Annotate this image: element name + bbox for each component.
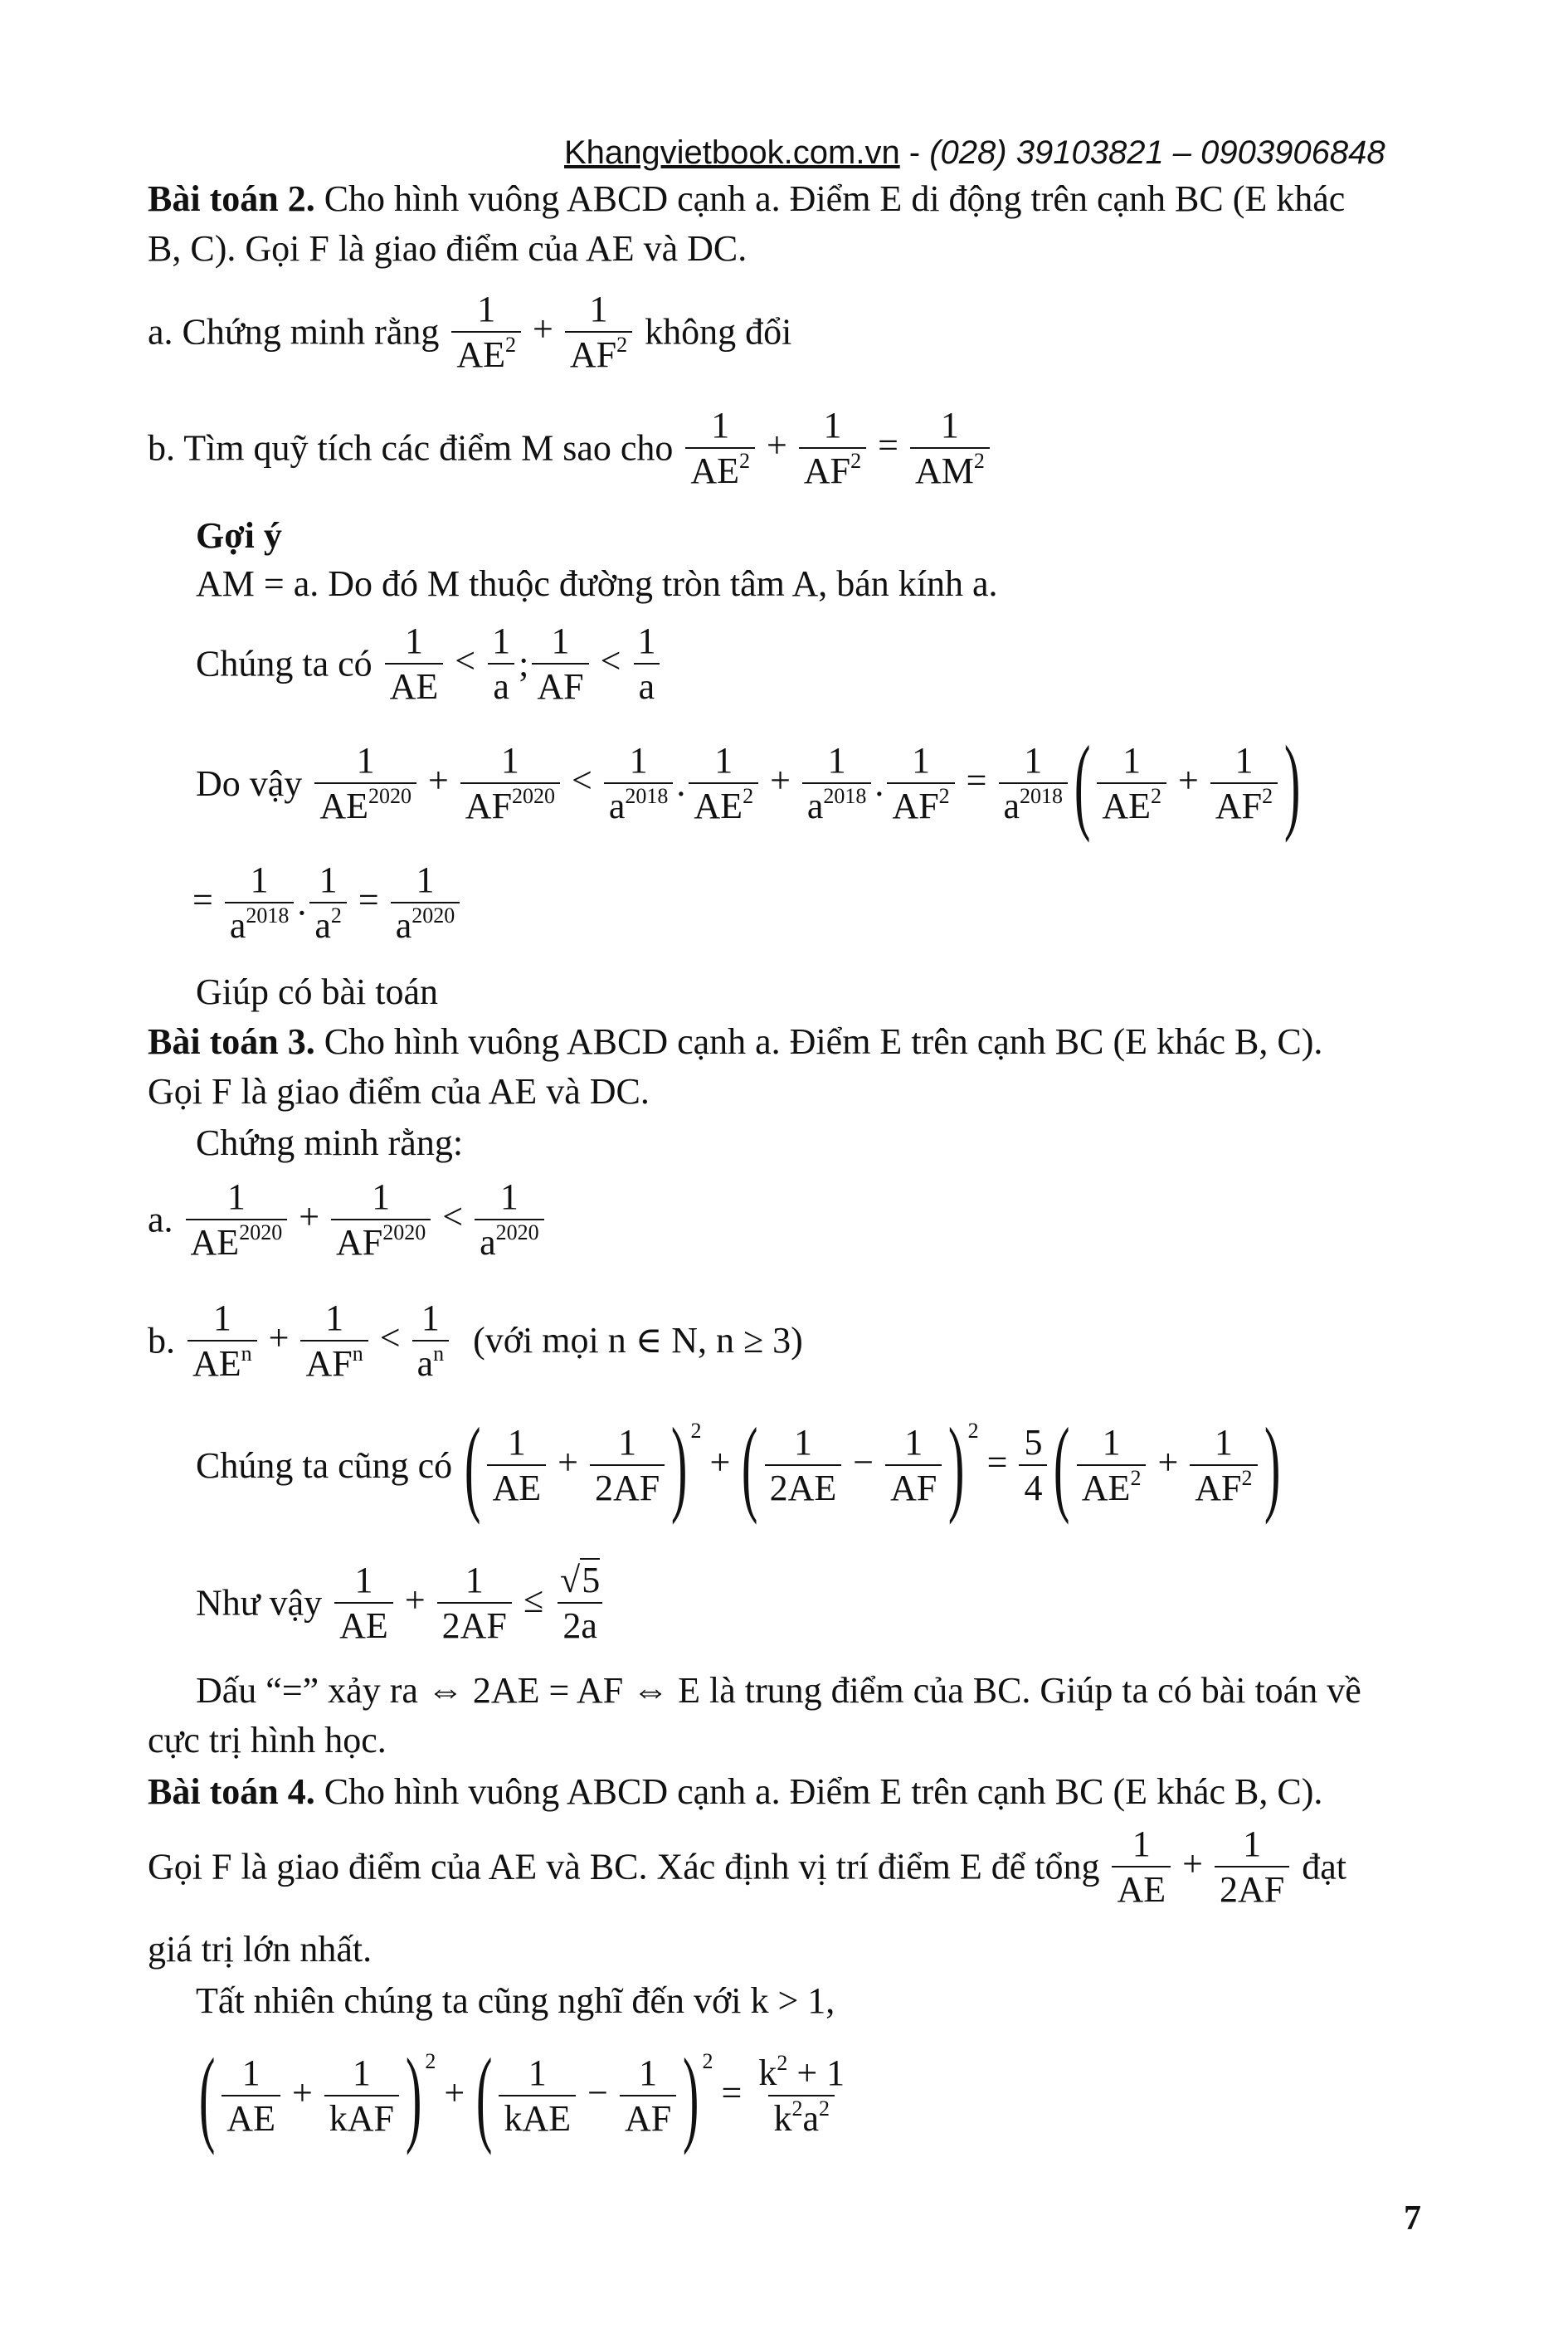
p2-line1 (148, 179, 1345, 219)
p3-b-label: b. (148, 1320, 175, 1361)
p4-text2: Gọi F là giao điểm của AE và BC. Xác định vị trí điểm E để tổng (148, 1846, 1100, 1887)
frac-af2-f: $\frac{1}{AF^2}$ (1190, 1422, 1257, 1509)
frac-2af: $\frac{1}{2AF}$ (590, 1422, 665, 1509)
frac-a2018-b: $\frac{1}{a^{2018}}$ (802, 740, 872, 827)
p3-line1 (148, 1022, 1322, 1062)
frac-a2018: $\frac{1}{a^{2018}}$ (604, 740, 674, 827)
frac-ae2-c: $\frac{1}{AE^2}$ (689, 740, 758, 827)
frac-2af-h: $\frac{1}{2AF}$ (1215, 1824, 1289, 1911)
p2-title: Bài toán 2. (148, 178, 315, 219)
p4-text1: Cho hình vuông ABCD cạnh a. Điểm E trên cạnh BC (E khác B, C). (314, 1771, 1323, 1812)
header-separator: - (899, 134, 930, 171)
p4-line3: giá trị lớn nhất. (148, 1929, 373, 1970)
frac-af2-d: $\frac{1}{AF^2}$ (1210, 740, 1278, 827)
p2-hint3: Do vậy (196, 762, 303, 804)
frac-ae2-d: $\frac{1}{AE^2}$ (1097, 740, 1166, 827)
frac-1-over-af2-b: $\frac{1}{AF^2}$ (799, 405, 866, 492)
p3-thus-line: Như vậy $\frac{1}{AE}$ + $\frac{1}{2AF}$ ≤ $\frac{√5}{2a}$ (196, 1560, 608, 1647)
p2-a-suffix: không đổi (645, 311, 792, 353)
p3-eq2: cực trị hình học. (148, 1720, 387, 1760)
p4-formula: ( $\frac{1}{AE}$ + $\frac{1}{\text{kAF}}$ ) $^2$+ ( $\frac{1}{\text{kAE}}$ − $\frac{1}{AF}$ ) $^2$= $\frac{k^2 + 1}{k^2a^2}$ (196, 2043, 853, 2150)
p3-part-a: a. $\frac{1}{AE^{2020}}$ + $\frac{1}{AF^{2020}}$ < $\frac{1}{a^{2020}}$ (148, 1176, 548, 1264)
frac-kae: $\frac{1}{\text{kAE}}$ (499, 2053, 576, 2140)
frac-af-e: $\frac{1}{AF}$ (885, 1422, 942, 1509)
frac-1-over-ae2-b: $\frac{1}{AE^2}$ (685, 405, 755, 492)
frac-ae-i: $\frac{1}{AE}$ (222, 2053, 280, 2140)
p3-also-line: Chúng ta cũng có ( $\frac{1}{AE}$ + $\frac{1}{2AF}$ ) $^2$+ ( $\frac{1}{2AE}$ − $\frac{1}{AF}$ ) $^2$= $\frac{5}{4}$ ( $\frac{1}{AE^2}$ + $\frac{1}{AF^2}$ ) (196, 1406, 1280, 1526)
p4-line2: Gọi F là giao điểm của AE và BC. Xác định vị trí điểm E để tổng $\frac{1}{AE}$ + $\frac{1}{2AF}$ đạt (148, 1824, 1346, 1910)
frac-a2020: $\frac{1}{a^{2020}}$ (391, 859, 460, 947)
frac-afn: $\frac{1}{AF^n}$ (300, 1298, 368, 1385)
p2-hint2-line: Chúng ta có $\frac{1}{AE}$ < $\frac{1}{a}$ ; $\frac{1}{AF}$ < $\frac{1}{a}$ (196, 621, 664, 708)
p3-line3: Chứng minh rằng: (196, 1122, 464, 1163)
frac-ae2-f: $\frac{1}{AE^2}$ (1077, 1422, 1147, 1509)
p4-line4: Tất nhiên chúng ta cũng nghĩ đến với k > 1, (196, 1980, 835, 2021)
frac-af-i: $\frac{1}{AF}$ (620, 2053, 676, 2140)
p3-part-b: b. $\frac{1}{AE^n}$ + $\frac{1}{AF^n}$ < $\frac{1}{a^n}$ (với mọi n ∈ N, n ≥ 3) (148, 1298, 803, 1384)
frac-af2020-b: $\frac{1}{AF^{2020}}$ (331, 1176, 431, 1264)
p3-line2: Gọi F là giao điểm của AE và DC. (148, 1071, 650, 1112)
frac-af2020: $\frac{1}{AF^{2020}}$ (460, 740, 560, 827)
frac-a2018-c: $\frac{1}{a^{2018}}$ (999, 740, 1069, 827)
frac-1-over-af: $\frac{1}{AF}$ (532, 621, 588, 708)
frac-kaf: $\frac{1}{\text{kAF}}$ (324, 2053, 399, 2140)
page-header (564, 134, 1385, 172)
frac-1-over-ae2: $\frac{1}{AE^2}$ (451, 289, 521, 376)
frac-a2018-d: $\frac{1}{a^{2018}}$ (225, 859, 295, 947)
frac-af2-c: $\frac{1}{AF^2}$ (887, 740, 954, 827)
frac-aen: $\frac{1}{AE^n}$ (187, 1298, 257, 1385)
p3-thus: Như vậy (196, 1582, 323, 1624)
p3-title: Bài toán 3. (148, 1021, 315, 1062)
p2-b-prefix: b. Tìm quỹ tích các điểm M sao cho (148, 427, 674, 469)
frac-sqrt5-over-2a: $\frac{√5}{2a}$ (555, 1560, 605, 1647)
p2-hint2: Chúng ta có (196, 643, 373, 684)
frac-1-over-af2: $\frac{1}{AF^2}$ (565, 289, 632, 376)
p2-hint3-line: Do vậy $\frac{1}{AE^{2020}}$ + $\frac{1}{AF^{2020}}$ < $\frac{1}{a^{2018}}$ . $\frac{1}{AE^2}$ + $\frac{1}{a^{2018}}$ . $\frac{1}{AF^2}$ = $\frac{1}{a^{2018}}$ ( $\frac{1}{AE^2}$ + $\frac{1}{AF^2}$ ) (196, 724, 1301, 844)
p4-line1 (148, 1772, 1322, 1812)
frac-k2plus1-over-k2a2: $\frac{k^2 + 1}{k^2a^2}$ (758, 2051, 845, 2139)
p2-hint-title: Gợi ý (196, 515, 282, 556)
p3-also: Chúng ta cũng có (196, 1444, 453, 1486)
p2-hint1: AM = a. Do đó M thuộc đường tròn tâm A, bán kính a. (196, 563, 998, 604)
frac-ae-g: $\frac{1}{AE}$ (334, 1560, 393, 1647)
header-phones: (028) 39103821 – 0903906848 (929, 134, 1385, 171)
frac-an: $\frac{1}{a^n}$ (412, 1298, 450, 1385)
frac-1-over-a-2: $\frac{1}{a}$ (632, 621, 660, 708)
frac-1-over-ae: $\frac{1}{AE}$ (385, 621, 444, 708)
p4-title: Bài toán 4. (148, 1771, 315, 1812)
frac-5-over-4: $\frac{5}{4}$ (1019, 1422, 1047, 1509)
frac-ae-e: $\frac{1}{AE}$ (487, 1422, 546, 1509)
p2-text1: Cho hình vuông ABCD cạnh a. Điểm E di động trên cạnh BC (E khác (314, 178, 1346, 219)
p2-line2: B, C). Gọi F là giao điểm của AE và DC. (148, 228, 747, 269)
p3-a-label: a. (148, 1199, 173, 1240)
p3-b-cond: (với mọi n ∈ N, n ≥ 3) (473, 1320, 803, 1361)
frac-1-over-a: $\frac{1}{a}$ (487, 621, 515, 708)
frac-ae-h: $\frac{1}{AE}$ (1112, 1824, 1171, 1911)
page-number: 7 (1404, 2199, 1421, 2238)
frac-2af-g: $\frac{1}{2AF}$ (437, 1560, 512, 1647)
p2-result-line: = $\frac{1}{a^{2018}}$ . $\frac{1}{a^2}$ = $\frac{1}{a^{2020}}$ (192, 859, 463, 947)
header-site: Khangvietbook.com.vn (564, 134, 900, 171)
p2-hint4: Giúp có bài toán (196, 971, 439, 1012)
p4-text2-end: đạt (1302, 1846, 1346, 1887)
frac-a2: $\frac{1}{a^2}$ (309, 859, 347, 947)
frac-ae2020-b: $\frac{1}{AE^{2020}}$ (186, 1176, 288, 1264)
frac-1-over-am2: $\frac{1}{AM^2}$ (910, 405, 990, 492)
p2-part-a: a. Chứng minh rằng $\frac{1}{AE^2}$ + $\frac{1}{AF^2}$ không đổi (148, 289, 792, 375)
frac-a2020-b: $\frac{1}{a^{2020}}$ (475, 1176, 544, 1264)
frac-ae2020: $\frac{1}{AE^{2020}}$ (314, 740, 416, 827)
p3-text1: Cho hình vuông ABCD cạnh a. Điểm E trên cạnh BC (E khác B, C). (314, 1021, 1323, 1062)
frac-2ae: $\frac{1}{2AE}$ (765, 1422, 842, 1509)
p3-eq1: Dấu “=” xảy ra ⇔ 2AE = AF ⇔ E là trung điểm của BC. Giúp ta có bài toán về (196, 1670, 1361, 1711)
p2-part-b: b. Tìm quỹ tích các điểm M sao cho $\frac{1}{AE^2}$ + $\frac{1}{AF^2}$ = $\frac{1}{AM^2}$ (148, 405, 993, 492)
p2-a-prefix: a. Chứng minh rằng (148, 311, 440, 353)
